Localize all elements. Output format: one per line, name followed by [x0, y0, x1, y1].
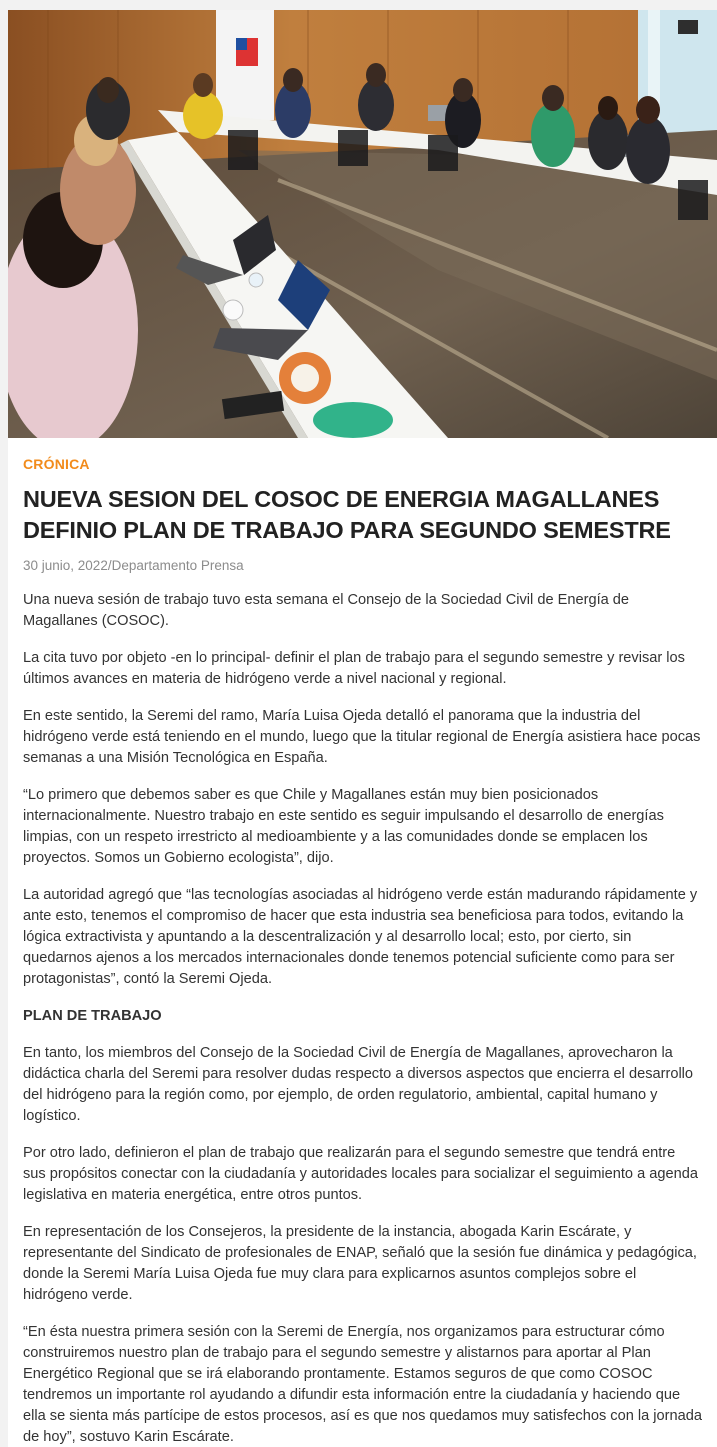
paragraph: La autoridad agregó que “las tecnologías asociadas al hidrógeno verde están madurando rápidamente y ante esto, tenemos el compromiso de hacer que esta industria sea beneficiosa para todos, evitando la lógica extractivista y apuntando a la descentralización y al desarrollo local; esto, por cierto, sin quedarnos ajenos a los mercados internacionales donde tenemos potencial suficiente como para ser protagonistas”, contó la Seremi Ojeda. — [23, 887, 698, 987]
article-content — [8, 438, 717, 1447]
paragraph: Por otro lado, definieron el plan de trabajo que realizarán para el segundo semestre que tendrá entre sus propósitos conectar con la ciudadanía y autoridades locales para socializar el seguimiento a agenda legislativa en materia energética, entre otros puntos. — [23, 1145, 698, 1203]
paragraph: Una nueva sesión de trabajo tuvo esta semana el Consejo de la Sociedad Civil de Energía de Magallanes (COSOC). — [23, 592, 630, 629]
section-subheading: PLAN DE TRABAJO — [23, 1008, 162, 1024]
article-body — [23, 590, 702, 1447]
paragraph: La cita tuvo por objeto -en lo principal- definir el plan de trabajo para el segundo semestre y revisar los últimos avances en materia de hidrógeno verde a nivel nacional y regional. — [23, 650, 685, 687]
paragraph: “Lo primero que debemos saber es que Chile y Magallanes están muy bien posicionados internacionalmente. Nuestro trabajo en este sentido es seguir impulsando el desarrollo de energías limpias, con un respeto irrestricto al medioambiente y a las comunidades donde se emplacen los proyectos. Somos un Gobierno ecologista”, dijo. — [23, 787, 664, 866]
article-card — [8, 10, 717, 1447]
hero-photo — [8, 10, 717, 438]
paragraph: “En ésta nuestra primera sesión con la Seremi de Energía, nos organizamos para estructurar cómo construiremos nuestro plan de trabajo para el segundo semestre y alistarnos para aportar al Plan Energético Regional que se irá elaborando prontamente. Estamos seguros de que como COSOC tendremos un importante rol ayudando a difundir esta información entre la ciudadanía y haciendo que ella se sienta más partícipe de estos procesos, así es que nos quedamos muy satisfechos con la jornada de hoy”, sostuvo Karin Escárate. — [23, 1324, 702, 1445]
category-link[interactable]: CRÓNICA — [23, 456, 90, 472]
article-meta: 30 junio, 2022/Departamento Prensa — [23, 558, 244, 573]
paragraph: En tanto, los miembros del Consejo de la Sociedad Civil de Energía de Magallanes, aprovecharon la didáctica charla del Seremi para resolver dudas respecto a diversos aspectos que encierra el desarrollo del hidrógeno para la región como, por ejemplo, de orden regulatorio, ambiental, capital humano y logístico. — [23, 1045, 694, 1124]
article-title: NUEVA SESION DEL COSOC DE ENERGIA MAGALLANES DEFINIO PLAN DE TRABAJO PARA SEGUNDO SEMESTRE — [23, 486, 671, 543]
paragraph: En representación de los Consejeros, la presidente de la instancia, abogada Karin Escárate, y representante del Sindicato de profesionales de ENAP, señaló que la sesión fue dinámica y pedagógica, donde la Seremi María Luisa Ojeda fue muy clara para explicarnos asuntos complejos sobre el hidrógeno verde. — [23, 1224, 697, 1303]
paragraph: En este sentido, la Seremi del ramo, María Luisa Ojeda detalló el panorama que la industria del hidrógeno verde está teniendo en el mundo, luego que la titular regional de Energía asistiera hace pocas semanas a una Misión Tecnológica en España. — [23, 708, 701, 766]
meeting-room-illustration — [8, 10, 717, 438]
